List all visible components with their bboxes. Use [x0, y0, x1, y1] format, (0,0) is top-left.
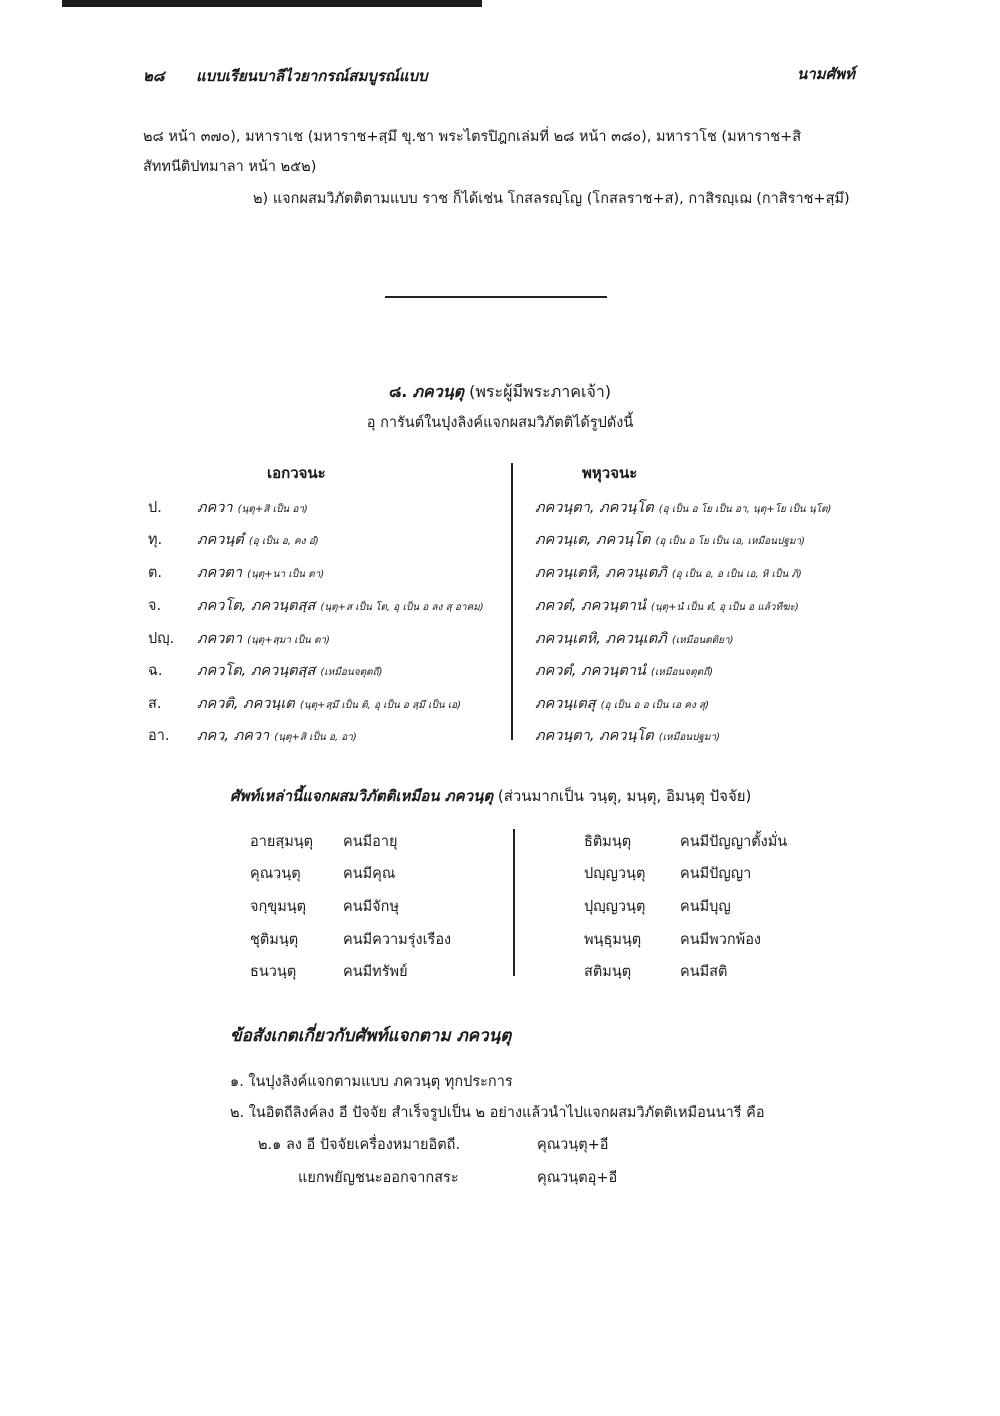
singular-form: ภควตา	[197, 565, 242, 581]
singular-note: (นฺตุ+สิ เป็น อ, อา)	[274, 732, 357, 743]
declension-divider	[511, 463, 513, 740]
case-label: ฉ.	[148, 663, 163, 679]
similar-word: จกฺขุมนฺตุ	[250, 899, 307, 915]
plural-cell	[535, 528, 805, 551]
case-label: ทุ.	[148, 532, 163, 548]
singular-note: (นฺตุ+สฺมึ เป็น ติ, อุ เป็น อ สฺมึ เป็น เอ)	[299, 700, 462, 711]
observation-sub-2-value: คุณวนฺตอุ+อี	[537, 1170, 618, 1186]
intro-line-1: ๒๘ หน้า ๓๗๐), มหาราเช (มหาราช+สฺมึ ขุ.ชา พระไตรปิฎกเล่มที่ ๒๘ หน้า ๓๘๐), มหาราโช (มหาราช+สิ	[143, 129, 802, 145]
plural-cell	[535, 692, 709, 715]
similar-heading-rest: (ส่วนมากเป็น วนฺตุ, มนฺตุ, อิมนฺตุ ปัจจัย)	[497, 787, 752, 805]
similar-meaning: คนมีคุณ	[343, 866, 396, 882]
observation-sub-1-value: คุณวนฺตุ+อี	[537, 1137, 609, 1153]
section-header: นามศัพท์	[797, 65, 855, 83]
singular-cell	[197, 496, 308, 519]
singular-form: ภควา	[197, 500, 233, 516]
singular-note: (อุ เป็น อ, คง อํ)	[248, 536, 319, 547]
plural-header: พหุวจนะ	[582, 464, 638, 482]
plural-note: (อุ เป็น อ โย เป็น เอ, เหมือนปฐมา)	[655, 536, 805, 547]
observation-item-1: ๑. ในปุงลิงค์แจกตามแบบ ภควนฺตุ ทุกประการ	[230, 1074, 513, 1090]
singular-note: (นฺตุ+นา เป็น ตา)	[247, 569, 325, 580]
similar-meaning: คนมีปัญญา	[680, 866, 752, 882]
section-title	[0, 380, 1000, 405]
singular-note: (เหมือนจตุตถี)	[320, 667, 383, 678]
plural-form: ภควนฺเตสุ	[535, 696, 596, 712]
plural-note: (อุ เป็น อ, อ เป็น เอ, หิ เป็น ภิ)	[671, 569, 802, 580]
similar-divider	[513, 829, 515, 976]
similar-word: อายสฺมนฺตุ	[250, 834, 314, 850]
similar-word: พนฺธุมนฺตุ	[584, 932, 642, 948]
singular-cell	[197, 692, 461, 715]
similar-meaning: คนมีบุญ	[680, 899, 731, 915]
plural-form: ภควตํ, ภควนฺตานํ	[535, 598, 646, 614]
singular-cell	[197, 627, 330, 650]
plural-note: (เหมือนจตุตถี)	[650, 667, 714, 678]
similar-word: คุณวนฺตุ	[250, 866, 301, 882]
observation-item-2: ๒. ในอิตถีลิงค์ลง อี ปัจจัย สำเร็จรูปเป็น ๒ อย่างแล้วนำไปแจกผสมวิภัตติเหมือนนารี คือ	[230, 1105, 765, 1121]
singular-cell	[197, 724, 357, 747]
singular-note: (นฺตุ+ส เป็น โต, อุ เป็น อ ลง สฺ อาคม)	[320, 602, 484, 613]
observations-heading: ข้อสังเกตเกี่ยวกับศัพท์แจกตาม ภควนฺตุ	[230, 1026, 512, 1046]
singular-form: ภควตา	[197, 631, 242, 647]
plural-form: ภควนฺเตหิ, ภควนฺเตภิ	[535, 631, 667, 647]
singular-form: ภควนฺตํ	[197, 532, 244, 548]
case-label: ส.	[148, 696, 162, 712]
plural-note: (อุ เป็น อ โย เป็น อา, นฺตุ+โย เป็น นฺโต)	[658, 504, 832, 515]
plural-note: (อุ เป็น อ อ เป็น เอ คง สุ)	[600, 700, 710, 711]
scan-top-bar	[62, 0, 482, 7]
similar-meaning: คนมีอายุ	[343, 834, 398, 850]
plural-cell	[535, 659, 713, 682]
case-label: อา.	[148, 728, 170, 744]
section-word: ภควนฺตุ	[412, 382, 465, 401]
singular-header: เอกวจนะ	[267, 464, 326, 482]
similar-meaning: คนมีพวกพ้อง	[680, 932, 761, 948]
plural-form: ภควนฺเตหิ, ภควนฺเตภิ	[535, 565, 667, 581]
plural-form: ภควตํ, ภควนฺตานํ	[535, 663, 646, 679]
similar-word: สติมนฺตุ	[584, 964, 632, 980]
plural-form: ภควนฺเต, ภควนฺโต	[535, 532, 651, 548]
case-label: ป.	[148, 500, 162, 516]
case-label: จ.	[148, 598, 162, 614]
similar-word: ปุญฺญวนฺตุ	[584, 899, 646, 915]
similar-word: ธนวนฺตุ	[250, 964, 297, 980]
section-meaning: (พระผู้มีพระภาคเจ้า)	[469, 382, 612, 401]
singular-note: (นฺตุ+สิ เป็น อา)	[237, 504, 308, 515]
divider-line	[385, 296, 607, 298]
intro-line-2: สัททนีติปทมาลา หน้า ๒๕๒)	[143, 159, 317, 175]
similar-meaning: คนมีจักษุ	[343, 899, 400, 915]
plural-form: ภควนฺตา, ภควนฺโต	[535, 728, 654, 744]
plural-note: (เหมือนตติยา)	[671, 635, 734, 646]
plural-cell	[535, 627, 734, 650]
similar-meaning: คนมีปัญญาตั้งมั่น	[680, 834, 788, 850]
observation-sub-1-label: ๒.๑ ลง อี ปัจจัยเครื่องหมายอิตถี.	[258, 1137, 461, 1153]
section-number: ๘.	[388, 382, 408, 401]
intro-note-2: ๒) แจกผสมวิภัตติตามแบบ ราช ก็ได้เช่น โกสลรญฺโญ (โกสลราช+ส), กาสิรญฺเฌ (กาสิราช+สฺมึ)	[253, 191, 850, 207]
singular-cell	[197, 659, 383, 682]
similar-heading-bold: ศัพท์เหล่านี้แจกผสมวิภัตติเหมือน ภควนฺตุ	[230, 787, 494, 805]
singular-note: (นฺตุ+สฺมา เป็น ตา)	[247, 635, 330, 646]
observation-sub-2-label: แยกพยัญชนะออกจากสระ	[298, 1170, 459, 1186]
plural-form: ภควนฺตา, ภควนฺโต	[535, 500, 654, 516]
singular-form: ภควโต, ภควนฺตสฺส	[197, 598, 316, 614]
plural-cell	[535, 496, 831, 519]
plural-note: (นฺตุ+นํ เป็น ตํ, อุ เป็น อ แล้วทีฆะ)	[650, 602, 799, 613]
similar-meaning: คนมีสติ	[680, 964, 728, 980]
similar-word: ธิติมนฺตุ	[584, 834, 632, 850]
similar-meaning: คนมีความรุ่งเรือง	[343, 932, 452, 948]
singular-cell	[197, 528, 319, 551]
case-label: ต.	[148, 565, 163, 581]
plural-note: (เหมือนปฐมา)	[658, 732, 721, 743]
similar-word: ชุติมนฺตุ	[250, 932, 299, 948]
singular-cell	[197, 561, 324, 584]
case-label: ปญฺ.	[148, 631, 175, 647]
singular-form: ภคว, ภควา	[197, 728, 270, 744]
singular-cell	[197, 594, 484, 617]
singular-form: ภควติ, ภควนฺเต	[197, 696, 295, 712]
similar-heading	[230, 784, 751, 808]
similar-word: ปญฺญวนฺตุ	[584, 866, 646, 882]
plural-cell	[535, 724, 720, 747]
section-subtitle: อุ การันต์ในปุงลิงค์แจกผสมวิภัตติได้รูปดังนี้	[366, 415, 634, 431]
page-number: ๒๘	[143, 67, 165, 85]
singular-form: ภควโต, ภควนฺตสฺส	[197, 663, 316, 679]
plural-cell	[535, 561, 802, 584]
book-title: แบบเรียนบาลีไวยากรณ์สมบูรณ์แบบ	[196, 67, 428, 85]
similar-meaning: คนมีทรัพย์	[343, 964, 408, 980]
plural-cell	[535, 594, 799, 617]
